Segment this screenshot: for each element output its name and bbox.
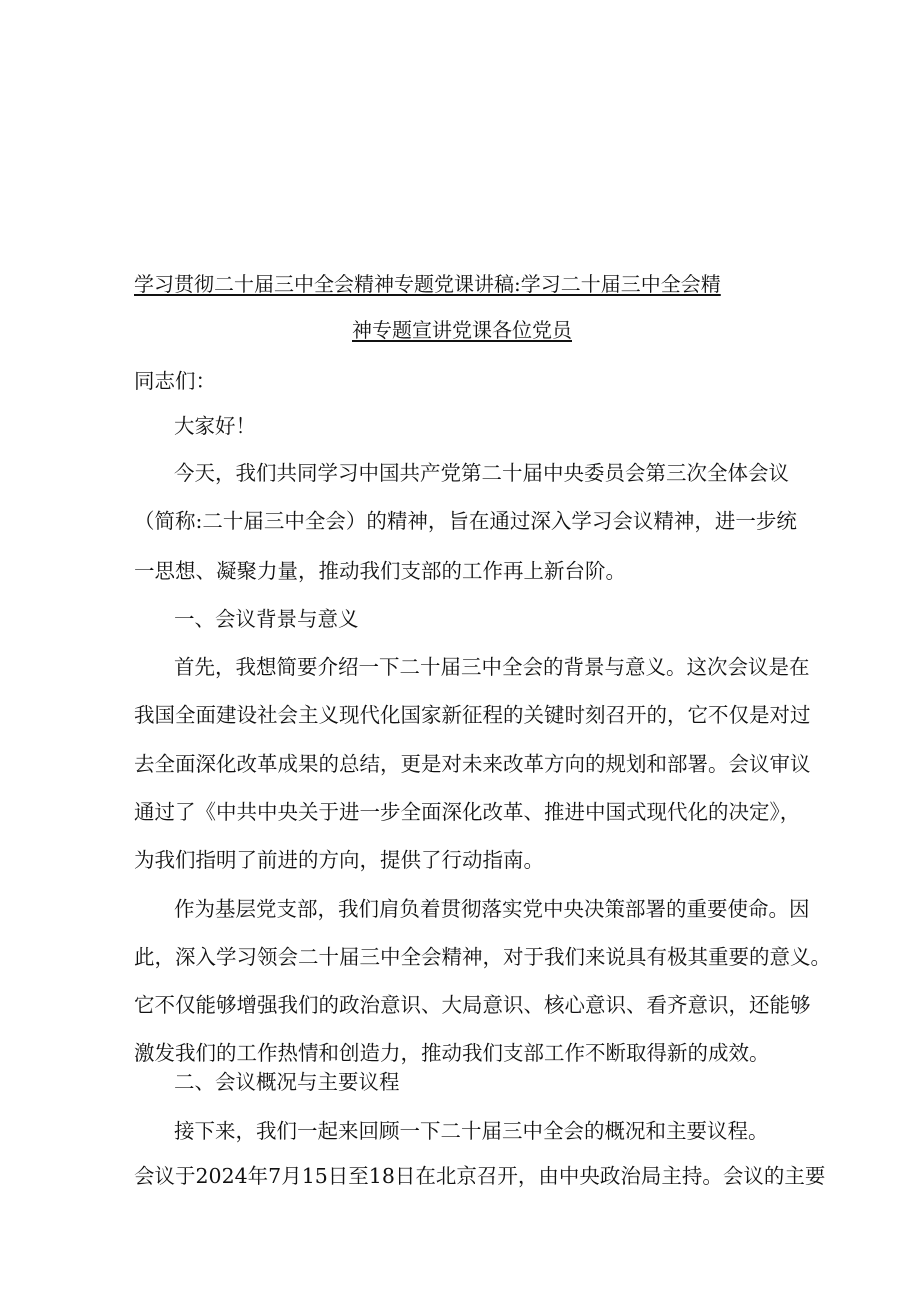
document-title-line-1: 学习贯彻二十届三中全会精神专题党课讲稿:学习二十届三中全会精 [134, 272, 721, 296]
paragraph-line: 通过了《中共中央关于进一步全面深化改革、推进中国式现代化的决定》， [134, 800, 801, 824]
document-title-line-2: 神专题宣讲党课各位党员 [352, 318, 572, 342]
paragraph-line: 今天，我们共同学习中国共产党第二十届中央委员会第三次全体会议 [174, 461, 789, 485]
section-heading-1: 一、会议背景与意义 [174, 607, 359, 631]
section-heading-2: 二、会议概况与主要议程 [174, 1070, 400, 1094]
greeting: 大家好！ [174, 414, 256, 438]
paragraph-line: 为我们指明了前进的方向，提供了行动指南。 [134, 848, 544, 872]
paragraph-line: 一思想、凝聚力量，推动我们支部的工作再上新台阶。 [134, 559, 626, 583]
paragraph-line: 首先，我想简要介绍一下二十届三中全会的背景与意义。这次会议是在 [174, 655, 810, 679]
paragraph-line: 我国全面建设社会主义现代化国家新征程的关键时刻召开的，它不仅是对过 [134, 703, 811, 727]
paragraph-line: （简称:二十届三中全会）的精神，旨在通过深入学习会议精神，进一步统 [134, 509, 797, 533]
paragraph-line: 去全面深化改革成果的总结，更是对未来改革方向的规划和部署。会议审议 [134, 752, 811, 776]
paragraph-line: 会议于2024年7月15日至18日在北京召开，由中央政治局主持。会议的主要 [134, 1164, 826, 1188]
paragraph-line: 作为基层党支部，我们肩负着贯彻落实党中央决策部署的重要使命。因 [174, 897, 810, 921]
paragraph-line: 它不仅能够增强我们的政治意识、大局意识、核心意识、看齐意识，还能够 [134, 993, 811, 1017]
salutation: 同志们： [134, 369, 216, 393]
paragraph-line: 此，深入学习领会二十届三中全会精神，对于我们来说具有极其重要的意义。 [134, 945, 831, 969]
paragraph-line: 激发我们的工作热情和创造力，推动我们支部工作不断取得新的成效。 [134, 1041, 770, 1065]
paragraph-line: 接下来，我们一起来回顾一下二十届三中全会的概况和主要议程。 [174, 1119, 769, 1143]
